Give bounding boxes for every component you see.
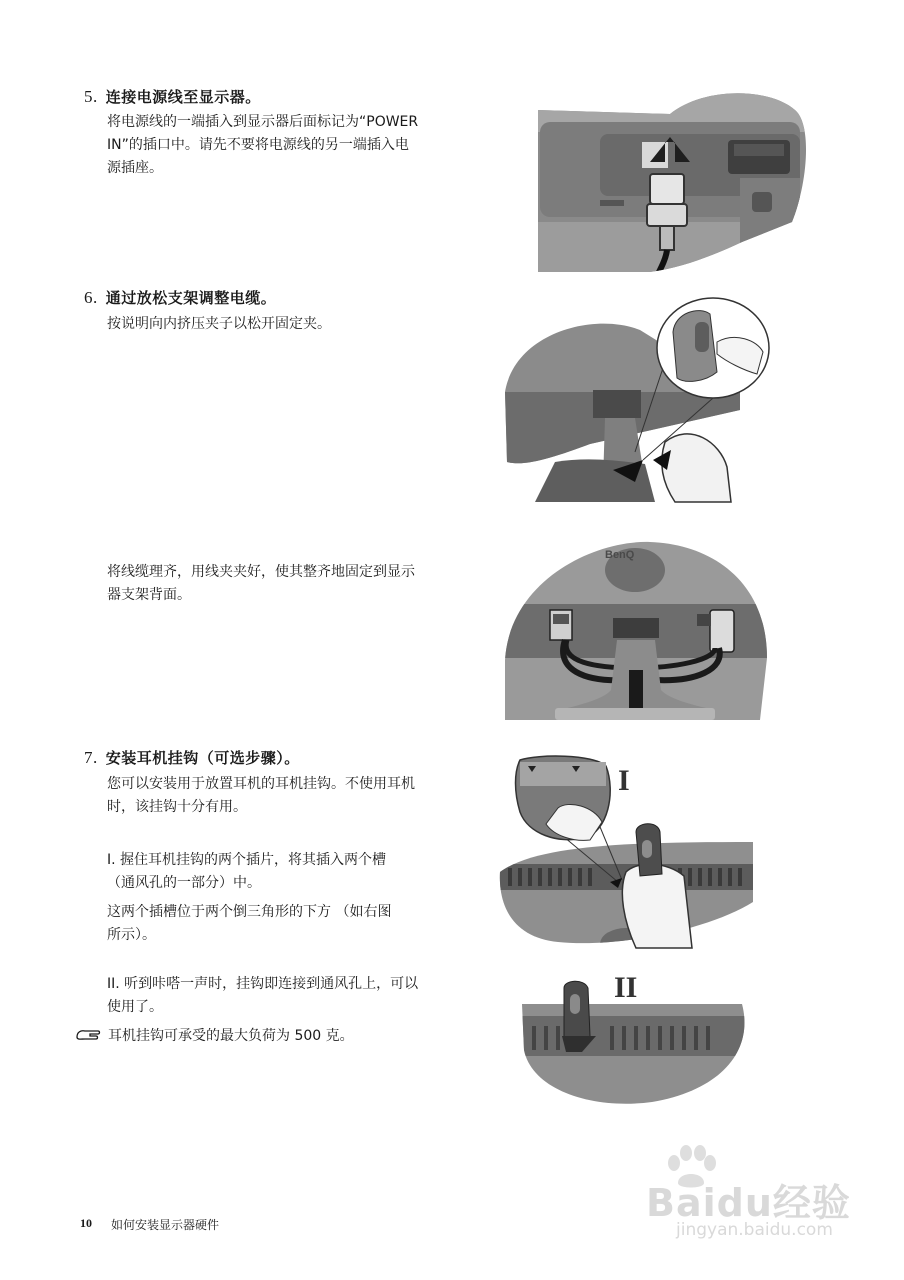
step-6-body2: [107, 561, 487, 607]
figure-label-I: I: [618, 764, 630, 797]
watermark-url: jingyan.baidu.com: [676, 1220, 833, 1240]
step-5-body-line: 源插座。: [107, 160, 163, 176]
substep-I-line: 所示）。: [107, 927, 156, 943]
step-5-body-line: IN”的插口中。请先不要将电源线的另一端插入电: [107, 137, 409, 153]
step-7-substep-I: [107, 849, 487, 947]
step-6-body2-line: 将线缆理齐，用线夹夹好，使其整齐地固定到显示: [107, 564, 415, 580]
step-6-body2-line: 器支架背面。: [107, 587, 191, 603]
step-6-body: 按说明向内挤压夹子以松开固定夹。: [107, 316, 331, 332]
step-5-body-line: 将电源线的一端插入到显示器后面标记为“POWER: [107, 114, 419, 130]
figure-hook-step-I: [498, 752, 758, 950]
step-7-body: [107, 773, 487, 819]
step-6-title: 通过放松支架调整电缆。: [105, 289, 277, 307]
figure-power-cable: [530, 92, 810, 274]
substep-II-line: II. 听到咔嗒一声时，挂钩即连接到通风孔上，可以: [107, 976, 419, 992]
step-6-number: 6.: [84, 288, 98, 307]
footer-section-title: 如何安装显示器硬件: [111, 1218, 220, 1232]
step-5-title: 连接电源线至显示器。: [105, 88, 261, 106]
substep-I-line: （通风孔的一部分）中。: [107, 875, 261, 891]
page-number: 10: [80, 1216, 92, 1230]
watermark-logo: Baidu经验: [646, 1181, 851, 1225]
note-icon: [76, 1027, 102, 1049]
figure-squeeze-clip: [495, 292, 770, 504]
substep-I-line: I. 握住耳机挂钩的两个插片，将其插入两个槽: [107, 852, 387, 868]
step-7-body-line: 您可以安装用于放置耳机的耳机挂钩。不使用耳机: [107, 776, 415, 792]
step-7-body-line: 时，该挂钩十分有用。: [107, 799, 247, 815]
substep-II-line: 使用了。: [107, 999, 163, 1015]
step-5-heading: [84, 86, 261, 107]
step-5-number: 5.: [84, 87, 98, 106]
step-7-number: 7.: [84, 748, 98, 767]
figure-cable-management: [505, 540, 770, 720]
substep-I-line: 这两个插槽位于两个倒三角形的下方 （如右图: [107, 904, 392, 920]
figure-label-II: II: [614, 971, 638, 1004]
step-7-title: 安装耳机挂钩（可选步骤）。: [105, 749, 300, 767]
note-text: 耳机挂钩可承受的最大负荷为 500 克。: [108, 1028, 354, 1044]
step-7-heading: [84, 747, 300, 768]
step-5-body: [107, 111, 492, 180]
step-6-heading: [84, 287, 276, 308]
figure-hook-step-II: [522, 980, 752, 1108]
step-7-substep-II: [107, 973, 487, 1019]
brand-logo: BenQ: [605, 549, 635, 561]
